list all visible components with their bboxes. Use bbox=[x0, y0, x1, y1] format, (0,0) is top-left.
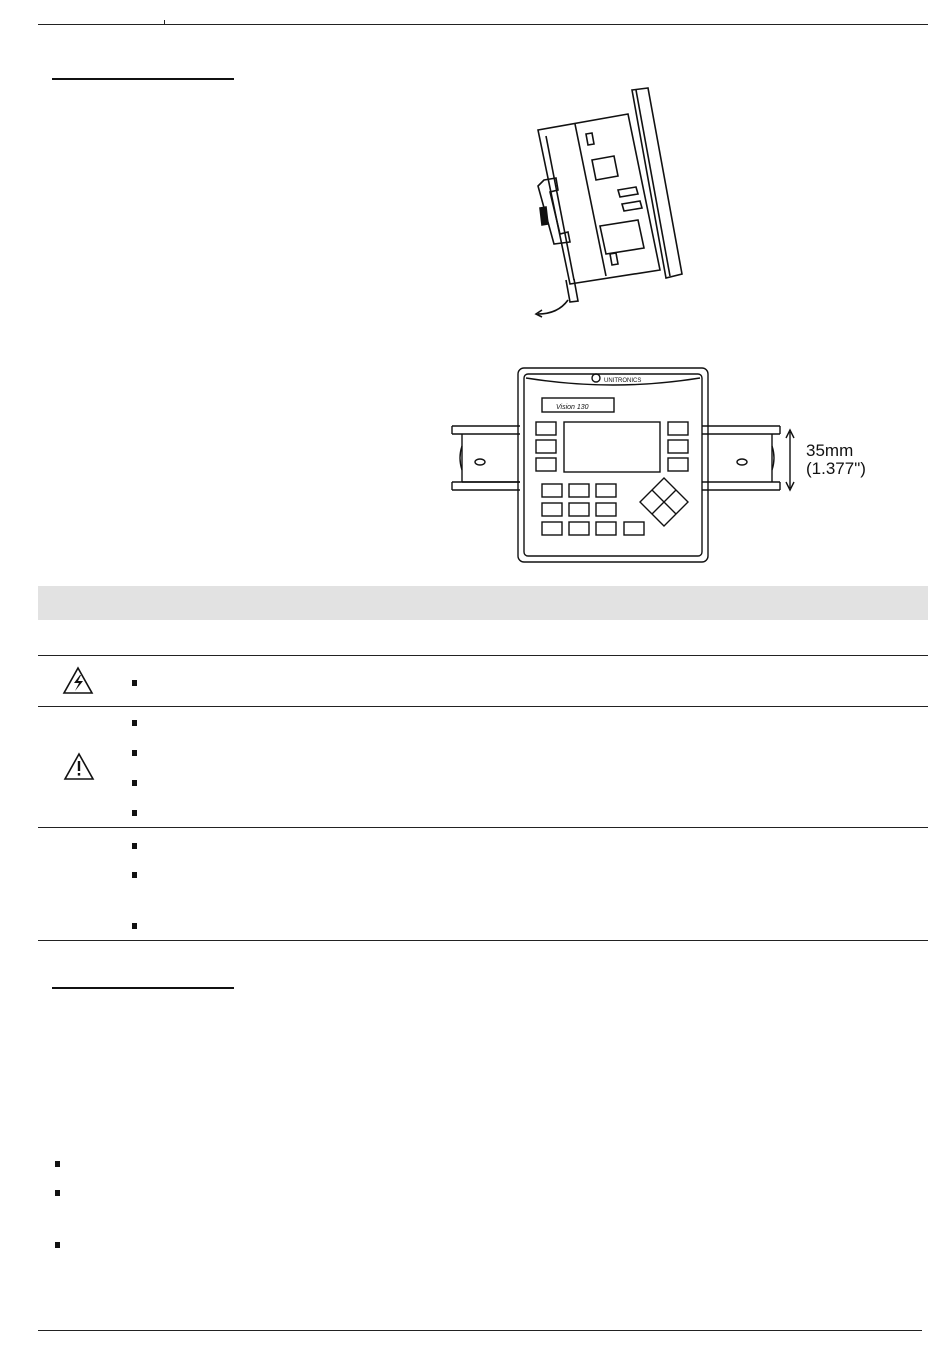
device-brand-logo: UNITRONICS bbox=[604, 378, 642, 384]
square-bullet-icon bbox=[132, 680, 137, 686]
square-bullet-icon bbox=[132, 810, 137, 816]
dimension-value: 35mm bbox=[806, 441, 854, 460]
section-band bbox=[38, 586, 928, 620]
din-rail-front-view-figure bbox=[446, 362, 866, 564]
caution-icon bbox=[63, 752, 95, 782]
header-rule-tick bbox=[164, 20, 165, 25]
din-rail-side-view-figure bbox=[520, 84, 700, 320]
square-bullet-icon bbox=[132, 923, 137, 929]
table-row-rule-2 bbox=[38, 827, 928, 828]
section-heading-underline-1 bbox=[52, 78, 234, 80]
table-bottom-rule bbox=[38, 940, 928, 941]
header-rule bbox=[38, 24, 928, 25]
electrical-hazard-icon bbox=[62, 666, 94, 696]
dimension-imperial: (1.377") bbox=[806, 459, 866, 478]
square-bullet-icon bbox=[55, 1161, 60, 1167]
square-bullet-icon bbox=[55, 1242, 60, 1248]
square-bullet-icon bbox=[55, 1190, 60, 1196]
square-bullet-icon bbox=[132, 720, 137, 726]
square-bullet-icon bbox=[132, 872, 137, 878]
square-bullet-icon bbox=[132, 750, 137, 756]
square-bullet-icon bbox=[132, 843, 137, 849]
square-bullet-icon bbox=[132, 780, 137, 786]
table-top-rule bbox=[38, 655, 928, 656]
footer-rule bbox=[38, 1330, 922, 1331]
device-model-label: Vision 130 bbox=[556, 404, 589, 411]
table-row-rule-1 bbox=[38, 706, 928, 707]
section-heading-underline-2 bbox=[52, 987, 234, 989]
